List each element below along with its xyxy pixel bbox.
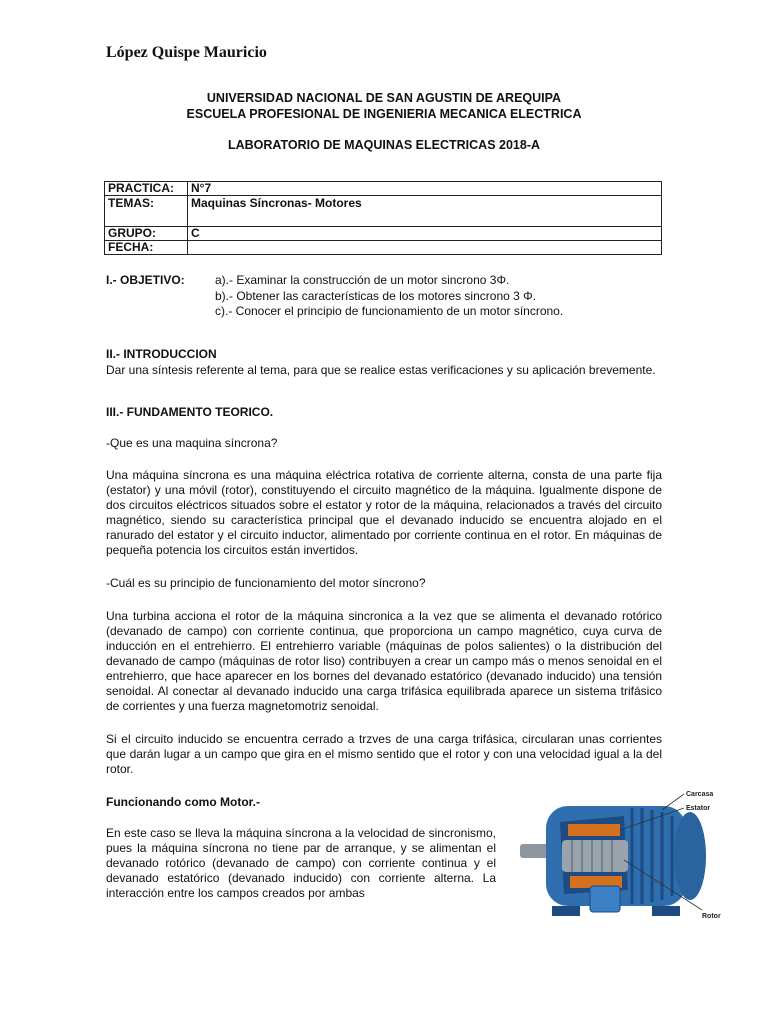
table-row — [105, 227, 662, 241]
introduccion-heading: II.- INTRODUCCION — [106, 347, 217, 361]
practica-value: N°7 — [188, 182, 662, 196]
motor-cutaway-illustration — [512, 782, 734, 932]
label-estator: Estator — [686, 805, 711, 812]
stator-winding-top — [568, 824, 620, 836]
motor-section-text: En este caso se lleva la máquina síncrona a la velocidad de sincronismo, pues la máquina síncrona no tiene par de arranque, y se alimentan el devanado rotórico (devanado de campo) con corriente continua y el devanado estatórico (devanado inducido) con corriente alterna. La interacción entre los campos creados por ambas — [106, 826, 496, 900]
terminal-box — [590, 886, 620, 912]
school-name: ESCUELA PROFESIONAL DE INGENIERIA MECANICA ELECTRICA — [186, 107, 582, 121]
fundamento-heading: III.- FUNDAMENTO TEORICO. — [106, 405, 274, 419]
label-carcasa: Carcasa — [686, 791, 714, 798]
question-principle: -Cuál es su principio de funcionamiento del motor síncrono? — [106, 576, 426, 590]
temas-value: Maquinas Síncronas- Motores — [188, 196, 662, 227]
author-name: López Quispe Mauricio — [106, 44, 267, 61]
introduccion-text: Dar una síntesis referente al tema, para que se realice estas verificaciones y su aplicación brevemente. — [106, 363, 656, 377]
university-name: UNIVERSIDAD NACIONAL DE SAN AGUSTIN DE AREQUIPA — [206, 91, 562, 105]
motor-foot-left — [552, 906, 580, 916]
objetivo-item: b).- Obtener las características de los motores sincrono 3 Φ. — [215, 289, 537, 303]
grupo-label: GRUPO: — [105, 227, 188, 241]
paragraph-circuit: Si el circuito inducido se encuentra cerrado a trzves de una carga trifásica, circularan unas corrientes que darán lugar a un campo que gira en el mismo sentido que el rotor y con una velocidad igual a la del rotor. — [106, 732, 662, 776]
motor-shaft — [520, 844, 550, 858]
question-what-is: -Que es una maquina síncrona? — [106, 436, 278, 450]
fecha-label: FECHA: — [105, 241, 188, 255]
lab-title: LABORATORIO DE MAQUINAS ELECTRICAS 2018-A — [227, 138, 541, 152]
table-row — [105, 196, 662, 227]
motor-foot-right — [652, 906, 680, 916]
fan-cover — [674, 812, 706, 900]
objetivo-item: c).- Conocer el principio de funcionamiento de un motor síncrono. — [215, 304, 564, 318]
table-row — [105, 182, 662, 196]
temas-label: TEMAS: — [105, 196, 188, 227]
label-rotor: Rotor — [702, 913, 721, 920]
grupo-value: C — [188, 227, 662, 241]
paragraph-definition: Una máquina síncrona es una máquina eléctrica rotativa de corriente alterna, consta de una parte fija (estator) y una móvil (rotor), constituyendo el circuito magnético de la máquina. Igualmente dispone de dos circuitos eléctricos situados sobre el estator y rotor de la máquina, relacionados a través del circuito magnético, siendo su característica principal que el devanado inducido se encuentra alojado en el ranurado del estator y el circuito inductor, alimentado por corriente continua en el rotor. En máquinas de pequeña potencia los circuitos están invertidos. — [106, 468, 662, 557]
motor-section-heading: Funcionando como Motor.- — [106, 795, 260, 809]
objetivo-heading: I.- OBJETIVO: — [106, 273, 185, 287]
fecha-value — [188, 241, 662, 255]
paragraph-principle: Una turbina acciona el rotor de la máquina sincronica a la vez que se alimenta el devanado rotórico (devanado de campo) con corriente continua, que proporciona un campo magnético, cuya curva de inducción en el entrehierro. El entrehierro variable (máquinas de polos salientes) o la distribución del devanado de campo (máquinas de rotor liso) contribuyen a crear un campo más o menos senoidal en el entrehierro, que hace aparecer en los bornes del devanado estatórico (devanado inducido) una tensión senoidal. Al conectar al devanado inducido una carga trifásica equilibrada aparece un sistema trifásico de corrientes y una fuerza magnetomotriz senoidal. — [106, 609, 662, 713]
table-row — [105, 241, 662, 255]
practice-info-table — [104, 181, 662, 255]
objetivo-item: a).- Examinar la construcción de un motor sincrono 3Φ. — [215, 273, 510, 287]
practica-label: PRACTICA: — [105, 182, 188, 196]
